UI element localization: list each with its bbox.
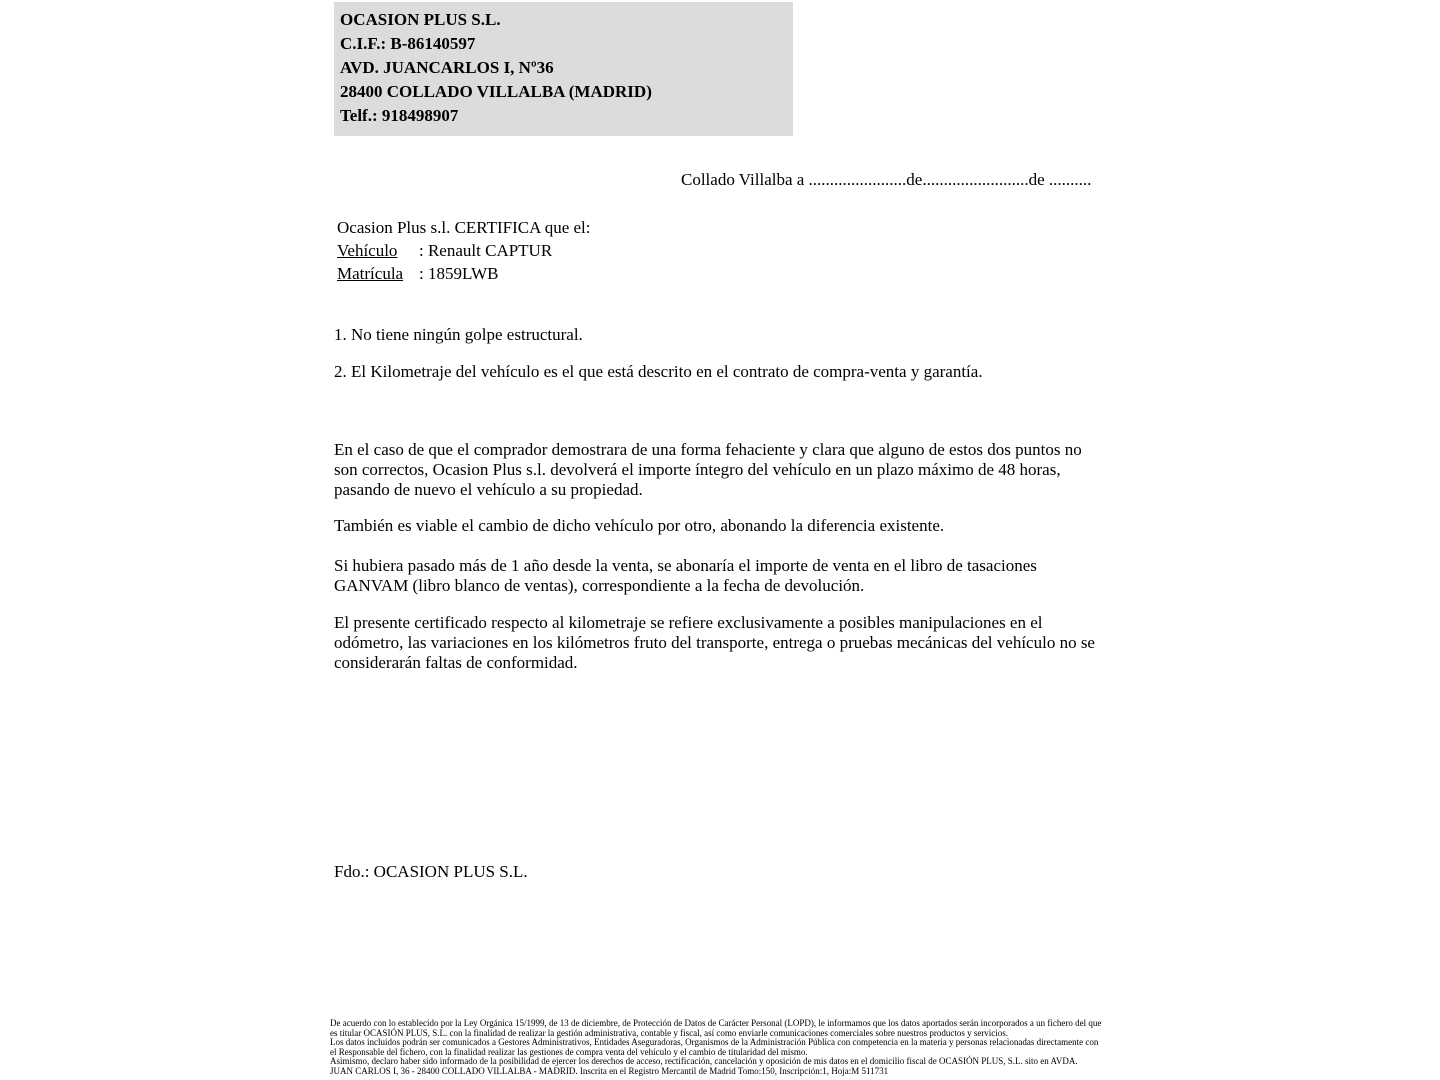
paragraph-ganvam: Si hubiera pasado más de 1 año desde la venta, se abonaría el importe de venta en el libro de tasaciones GANVAM (libro blanco de ventas), correspondiente a la fecha de devolución. xyxy=(334,556,1037,595)
company-city: 28400 COLLADO VILLALBA (MADRID) xyxy=(340,82,652,101)
company-name: OCASION PLUS S.L. xyxy=(340,10,501,29)
vehicle-label: Vehículo xyxy=(337,241,398,260)
point-1: 1. No tiene ningún golpe estructural. xyxy=(334,325,583,344)
paragraph-refund: En el caso de que el comprador demostrara de una forma fehaciente y clara que alguno de estos dos puntos no son correctos, Ocasion Plus s.l. devolverá el importe íntegro del vehículo en un plazo máximo de 48 horas, pasando de nuevo el vehículo a su propiedad. xyxy=(334,440,1082,499)
legal-footer xyxy=(330,1019,1102,1077)
certificate-intro: Ocasion Plus s.l. CERTIFICA que el: xyxy=(337,218,591,237)
point-2: 2. El Kilometraje del vehículo es el que está descrito en el contrato de compra-venta y garantía. xyxy=(334,362,983,381)
date-line: Collado Villalba a .......................de.........................de .......... xyxy=(681,170,1092,189)
plate-label-cell xyxy=(337,262,419,285)
legal-paragraph-lopd: De acuerdo con lo establecido por la Ley Orgánica 15/1999, de 13 de diciembre, de Protección de Datos de Carácter Personal (LOPD), le informamos que los datos aportados serán incorporados a un fichero del que es titular OCASIÓN PLUS, S.L. con la finalidad de realizar la gestión administrativa, contable y fiscal, así como enviarle comunicaciones comerciales sobre nuestros productos y servicios. xyxy=(330,1018,1102,1038)
vehicle-label-cell xyxy=(337,239,419,262)
signature-line: Fdo.: OCASION PLUS S.L. xyxy=(334,862,528,881)
company-address: AVD. JUANCARLOS I, Nº36 xyxy=(340,58,554,77)
plate-label: Matrícula xyxy=(337,264,404,283)
paragraph-exchange: También es viable el cambio de dicho vehículo por otro, abonando la diferencia existente. xyxy=(334,516,945,535)
legal-paragraph-data-sharing: Los datos incluidos podrán ser comunicados a Gestores Administrativos, Entidades Aseguradoras, Organismos de la Administración Pública con competencia en la materia y personas relacionadas directamente con el Responsable del fichero, con la finalidad realizar las gestiones de compra venta del vehículo y el cambio de titularidad del mismo. xyxy=(330,1037,1099,1057)
vehicle-value: : Renault CAPTUR xyxy=(419,241,553,260)
certificate-intro-block xyxy=(337,216,591,285)
company-header-box xyxy=(334,2,793,136)
vehicle-line xyxy=(337,239,591,262)
paragraph-odometer: El presente certificado respecto al kilometraje se refiere exclusivamente a posibles manipulaciones en el odómetro, las variaciones en los kilómetros fruto del transporte, entrega o pruebas mecánicas del vehículo no se considerarán faltas de conformidad. xyxy=(334,613,1095,672)
plate-value: : 1859LWB xyxy=(419,264,499,283)
legal-paragraph-rights: Asimismo, declaro haber sido informado de la posibilidad de ejercer los derechos de acceso, rectificación, cancelación y oposición de mis datos en el domicilio fiscal de OCASIÓN PLUS, S.L. sito en AVDA. JUAN CARLOS I, 36 - 28400 COLLADO VILLALBA - MADRID. Inscrita en el Registro Mercantil de Madrid Tomo:150, Inscripción:1, Hoja:M 511731 xyxy=(330,1056,1078,1076)
company-cif: C.I.F.: B-86140597 xyxy=(340,34,476,53)
company-phone: Telf.: 918498907 xyxy=(340,106,459,125)
plate-line xyxy=(337,262,591,285)
